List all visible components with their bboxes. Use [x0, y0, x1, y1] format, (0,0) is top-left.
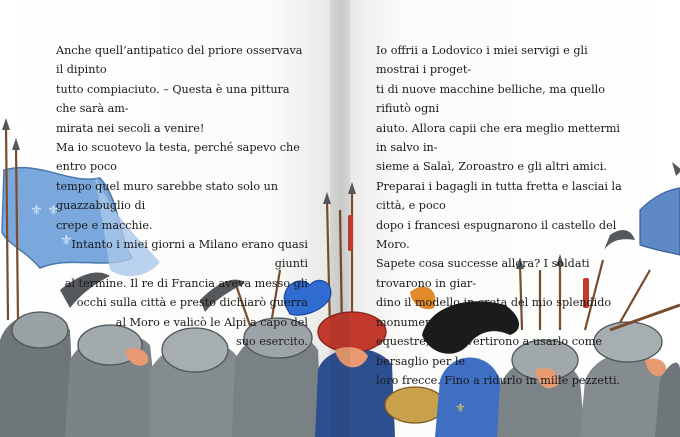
right-line-3: aiuto. Allora capii che era meglio mettermi in salvo in-: [376, 121, 621, 155]
left-line-7: Intanto i miei giorni a Milano erano quasi giunti: [71, 238, 308, 271]
left-page-text: [56, 41, 308, 352]
gutter-shadow: [330, 0, 350, 437]
right-line-1: Io offrii a Lodovico i miei servigi e gli mostrai i proget-: [376, 44, 588, 77]
right-line-8: dino il modello in creta del mio splendido monumento: [376, 296, 612, 329]
right-line-7: Sapete cosa successe allora? I soldati trovarono in giar-: [376, 257, 590, 290]
right-line-9: equestre, e si divertirono a usarlo come bersaglio per le: [376, 335, 602, 368]
svg-text:⚜: ⚜: [60, 233, 73, 249]
left-line-11: suo esercito.: [235, 335, 308, 349]
right-line-10: loro frecce. Fino a ridurlo in mille pezzetti.: [376, 373, 621, 387]
right-banner: [640, 188, 680, 255]
svg-text:⚜: ⚜: [455, 401, 466, 415]
left-line-3: mirata nei secoli a venire!: [56, 121, 205, 135]
right-line-2: ti di nuove macchine belliche, ma quello rifiutò ogni: [376, 82, 605, 116]
left-line-8: al termine. Il re di Francia aveva messo gli: [64, 276, 308, 290]
svg-text:⚜ ⚜: ⚜ ⚜: [30, 203, 60, 219]
left-line-10: al Moro e valicò le Alpi a capo del: [115, 315, 308, 329]
left-line-1: Anche quell’antipatico del priore osservava il dipinto: [56, 44, 303, 77]
right-line-6: dopo i francesi espugnarono il castello del Moro.: [376, 218, 617, 252]
right-page-text: [376, 41, 634, 390]
left-line-4: Ma io scuotevo la testa, perché sapevo che entro poco: [56, 141, 300, 174]
left-line-6: crepe e macchie.: [56, 218, 153, 232]
left-line-9: occhi sulla città e presto dichiarò guerra: [76, 296, 308, 310]
left-line-5: tempo quel muro sarebbe stato solo un guazzabuglio di: [56, 179, 279, 213]
right-line-4: sieme a Salaì, Zoroastro e gli altri amici.: [376, 160, 607, 174]
left-line-2: tutto compiaciuto. – Questa è una pittura che sarà am-: [56, 82, 290, 116]
right-line-5: Preparai i bagagli in tutta fretta e lasciai la città, e poco: [376, 179, 622, 213]
